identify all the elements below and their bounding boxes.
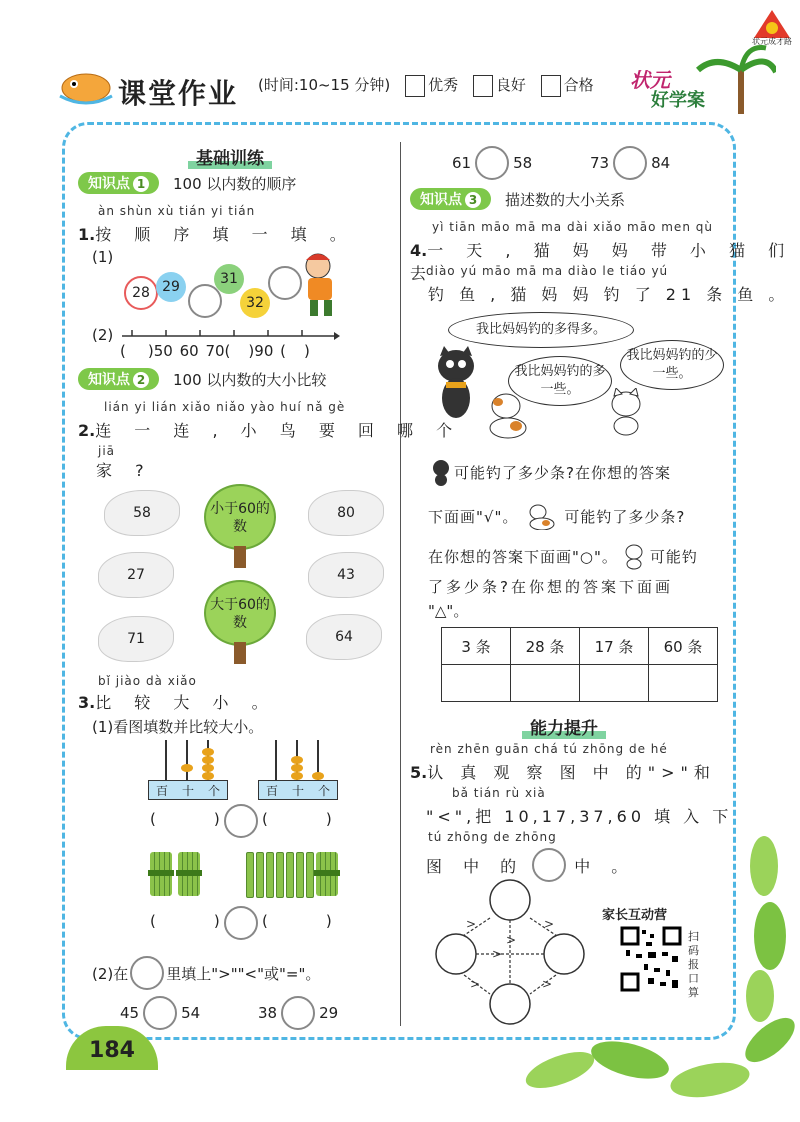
bead-32: 32 (240, 288, 270, 318)
tree1-trunk (234, 546, 246, 568)
page-title: 课堂作业 (118, 77, 239, 110)
num-45: 45 (120, 1004, 140, 1022)
fish-mascot-icon (58, 66, 114, 108)
nl-paren-2-close: ) (304, 342, 310, 360)
bead-29: 29 (156, 272, 186, 302)
time-and-ratings (258, 74, 594, 97)
q3-pinyin: bǐ jiào dà xiǎo (98, 674, 197, 688)
row1-r-close: ) (325, 810, 332, 828)
compare-circle-73-84[interactable] (613, 146, 647, 180)
stick (306, 852, 314, 898)
question-5 (410, 760, 716, 783)
boy-pushing-beads-icon (292, 250, 354, 318)
question-3 (78, 690, 277, 713)
diagram-sign-4: > (470, 977, 481, 991)
q1-part2-label: (2) (92, 326, 114, 344)
option-60: 60 条 (649, 628, 718, 665)
rating-label-good: 良好 (495, 76, 526, 94)
nl-90: )90 (248, 342, 274, 360)
compare-73-84 (590, 146, 670, 180)
column-divider (400, 142, 401, 1026)
kp3-title: 描述数的大小关系 (505, 190, 626, 209)
row1-r-open: ( (262, 810, 268, 828)
mark-cell-28[interactable] (511, 665, 580, 702)
q5-pinyin3: tú zhōng de zhōng (428, 830, 557, 844)
question-2 (78, 418, 461, 441)
bead-31: 31 (214, 264, 244, 294)
nl-70: 70( (205, 342, 231, 360)
kp1-number: 1 (133, 176, 149, 192)
bird-27[interactable]: 27 (98, 552, 174, 598)
inst3a-text: 在你想的答案下面画"○"。 (428, 547, 618, 566)
knowledge-point-1 (78, 172, 296, 194)
bird-64[interactable]: 64 (306, 614, 382, 660)
tree-greater-than-60[interactable] (204, 580, 276, 664)
compare-circle-61-58[interactable] (475, 146, 509, 180)
mark-cell-17[interactable] (580, 665, 649, 702)
compare-45-54 (120, 996, 200, 1030)
rating-label-excellent: 优秀 (428, 76, 459, 94)
diagram-sign-6: > (492, 947, 503, 961)
qr-code-icon[interactable] (620, 926, 682, 992)
stick-bundle-1 (150, 852, 172, 896)
stick (276, 852, 284, 898)
tree1-label: 小于60的数 (204, 484, 276, 550)
qr-title-text: 家长互动营 (602, 908, 668, 923)
q4-number: 4. (410, 241, 428, 260)
q1-number: 1. (78, 225, 96, 244)
corner-logo-text: 状元成才路 (752, 37, 792, 46)
q2-text: 连 一 连 , 小 鸟 要 回 哪 个 (95, 421, 462, 440)
q5-line3b: 中 。 (574, 856, 636, 876)
inst3b-text: 可能钓 (649, 547, 698, 566)
compare-circle-row1[interactable] (224, 804, 258, 838)
diagram-sign-5: > (542, 977, 553, 991)
kp2-title: 100 以内数的大小比较 (173, 370, 327, 389)
mark-cell-3[interactable] (442, 665, 511, 702)
brand-title-top: 状元 (630, 68, 670, 92)
stick-bundle-2 (178, 852, 200, 896)
stick (296, 852, 304, 898)
q3-row1-paren-right (262, 810, 332, 828)
inst1-text: 可能钓了多少条?在你想的答案 (454, 463, 671, 482)
knowledge-point-3 (410, 188, 625, 210)
section-basic-training (188, 144, 272, 169)
option-28: 28 条 (511, 628, 580, 665)
rating-box-pass[interactable] (541, 75, 561, 97)
rating-label-pass: 合格 (563, 76, 594, 94)
page-number: 184 (66, 1026, 158, 1070)
compare-61-58 (452, 146, 532, 180)
num-84: 84 (651, 154, 671, 172)
q1-text: 按 顺 序 填 一 填 。 (95, 225, 355, 244)
nl-50: )50 (147, 342, 173, 360)
row2-l-open: ( (150, 912, 156, 930)
diagram-sign-1: > (466, 917, 477, 931)
diagram-circle-left[interactable] (436, 934, 476, 974)
stick (246, 852, 254, 898)
row2-l-close: ) (213, 912, 220, 930)
nl-60: 60 (179, 342, 199, 360)
inst2a-text: 下面画"√"。 (428, 507, 519, 526)
q4-instruction-1 (428, 458, 671, 486)
num-29: 29 (319, 1004, 339, 1022)
option-3: 3 条 (442, 628, 511, 665)
white-kitten-icon (604, 388, 648, 436)
abacus-right-labels (258, 780, 338, 800)
num-73: 73 (590, 154, 610, 172)
palm-tree-icon (696, 44, 776, 114)
q4-instruction-5: "△"。 (428, 602, 469, 620)
q2-text2: 家 ? (96, 461, 153, 480)
sub2-circle-example (130, 956, 164, 990)
bird-43[interactable]: 43 (308, 552, 384, 598)
spotted-kitten-icon (482, 390, 534, 440)
number-line-labels (120, 342, 310, 360)
tree-less-than-60[interactable] (204, 484, 276, 568)
white-kitten-small-icon (620, 542, 648, 570)
q4-line1: 一 天 , 猫 妈 妈 带 小 猫 们 去 (410, 241, 794, 283)
fish-count-table (441, 627, 718, 702)
q5-line2: "<",把 10,17,37,60 填 入 下 (426, 807, 733, 826)
mother-cat-small-icon (428, 458, 454, 486)
brand-title-bottom: 好学案 (651, 90, 705, 111)
section-ability (522, 714, 606, 739)
inst2b-text: 可能钓了多少条? (564, 507, 686, 526)
option-17: 17 条 (580, 628, 649, 665)
question-1 (78, 222, 355, 245)
q5-number: 5. (410, 763, 428, 782)
bird-80[interactable]: 80 (308, 490, 384, 536)
stick (256, 852, 264, 898)
q4-instruction-2 (428, 502, 685, 530)
q3-row2-paren-left (150, 912, 220, 930)
diagram-circle-right[interactable] (544, 934, 584, 974)
knowledge-tag-1 (78, 172, 159, 194)
kp2-tag-label: 知识点 (88, 372, 130, 388)
kp2-number: 2 (133, 372, 149, 388)
qr-side-text: 扫码报口算 (688, 930, 699, 999)
q4-line2: 钓 鱼 , 猫 妈 妈 钓 了 21 条 鱼 。 (428, 285, 790, 304)
diagram-circle-top[interactable] (490, 880, 530, 920)
q3-sub2-a: (2)在 (92, 964, 129, 983)
stick (266, 852, 274, 898)
section-title-ability: 能力提升 (522, 719, 606, 739)
q4-instruction-3 (428, 542, 698, 570)
kp1-title: 100 以内数的顺序 (173, 174, 297, 193)
compare-circle-45-54[interactable] (143, 996, 177, 1030)
spotted-kitten-small-icon (524, 502, 558, 530)
row1-l-open: ( (150, 810, 156, 828)
abacus-right-tens: 十 (291, 783, 304, 798)
abacus-left-labels (148, 780, 228, 800)
abacus-left-tens: 十 (181, 783, 194, 798)
q5-line3a: 图 中 的 (426, 856, 525, 876)
stick-bundle-3 (316, 852, 338, 896)
mother-cat-icon (428, 346, 488, 422)
abacus-right (258, 740, 336, 800)
section-title-basic: 基础训练 (188, 149, 272, 169)
tree2-trunk (234, 642, 246, 664)
qr-title (602, 904, 667, 923)
q4-instruction-4: 了多少条?在你想的答案下面画 (428, 578, 673, 596)
kp1-tag-label: 知识点 (88, 176, 130, 192)
q3-sub2-b: 里填上">""<"或"="。 (166, 964, 321, 983)
q3-sub2 (92, 956, 320, 990)
num-61: 61 (452, 154, 472, 172)
q3-number: 3. (78, 693, 96, 712)
bird-71[interactable]: 71 (98, 616, 174, 662)
diagram-sign-2: > (544, 917, 555, 931)
rating-box-good[interactable] (473, 75, 493, 97)
leaves-right-icon (724, 836, 800, 1026)
num-38: 38 (258, 1004, 278, 1022)
q4-pinyin2: diào yú māo mā ma diào le tiáo yú (426, 264, 669, 278)
compare-38-29 (258, 996, 338, 1030)
speech-bubble-kitten-b: 我比妈妈钓的少一些。 (620, 340, 724, 390)
kp3-tag-label: 知识点 (420, 192, 462, 208)
compare-circle-38-29[interactable] (281, 996, 315, 1030)
row2-r-close: ) (325, 912, 332, 930)
q5-line1: 认 真 观 察 图 中 的">"和 (427, 763, 716, 782)
knowledge-tag-2 (78, 368, 159, 390)
q2-number: 2. (78, 421, 96, 440)
row2-r-open: ( (262, 912, 268, 930)
bird-58[interactable]: 58 (104, 490, 180, 536)
q3-sub1: (1)看图填数并比较大小。 (92, 718, 264, 736)
row1-l-close: ) (213, 810, 220, 828)
q3-text: 比 较 大 小 。 (95, 693, 277, 712)
rating-box-excellent[interactable] (405, 75, 425, 97)
nl-paren-2[interactable]: ( (280, 342, 287, 360)
stick (286, 852, 294, 898)
q3-row2-paren-right (262, 912, 332, 930)
abacus-left-ones: 个 (207, 783, 220, 798)
nl-paren-1[interactable]: ( (120, 342, 126, 360)
compare-circle-row2[interactable] (224, 906, 258, 940)
q3-row1-paren-left (150, 810, 220, 828)
num-58: 58 (513, 154, 533, 172)
diagram-sign-3: > (506, 933, 517, 947)
abacus-left-hundreds: 百 (155, 783, 168, 798)
num-54: 54 (181, 1004, 201, 1022)
bead-blank-30[interactable] (188, 284, 222, 318)
q2-pinyin: lián yi lián xiǎo niǎo yào huí nǎ gè (104, 400, 346, 414)
time-note: (时间:10~15 分钟) (258, 76, 391, 94)
speech-bubble-kitten-a: 我比妈妈钓的多一些。 (508, 356, 612, 406)
q1-part1-label: (1) (92, 248, 114, 266)
q5-pinyin2: bǎ tián rù xià (452, 786, 546, 800)
kp3-number: 3 (465, 192, 481, 208)
abacus-right-ones: 个 (317, 783, 330, 798)
q5-pinyin1: rèn zhēn guān chá tú zhōng de hé (430, 742, 668, 756)
abacus-left (148, 740, 226, 800)
mark-cell-60[interactable] (649, 665, 718, 702)
knowledge-tag-3 (410, 188, 491, 210)
q2-pinyin2: jiā (98, 444, 116, 458)
speech-bubble-mom: 我比妈妈钓的多得多。 (448, 312, 634, 348)
bead-28: 28 (124, 276, 158, 310)
q1-pinyin: àn shùn xù tián yi tián (98, 204, 256, 218)
q4-pinyin1: yì tiān māo mā ma dài xiǎo māo men qù (432, 220, 713, 234)
tree2-label: 大于60的数 (204, 580, 276, 646)
abacus-right-hundreds: 百 (265, 783, 278, 798)
knowledge-point-2 (78, 368, 326, 390)
